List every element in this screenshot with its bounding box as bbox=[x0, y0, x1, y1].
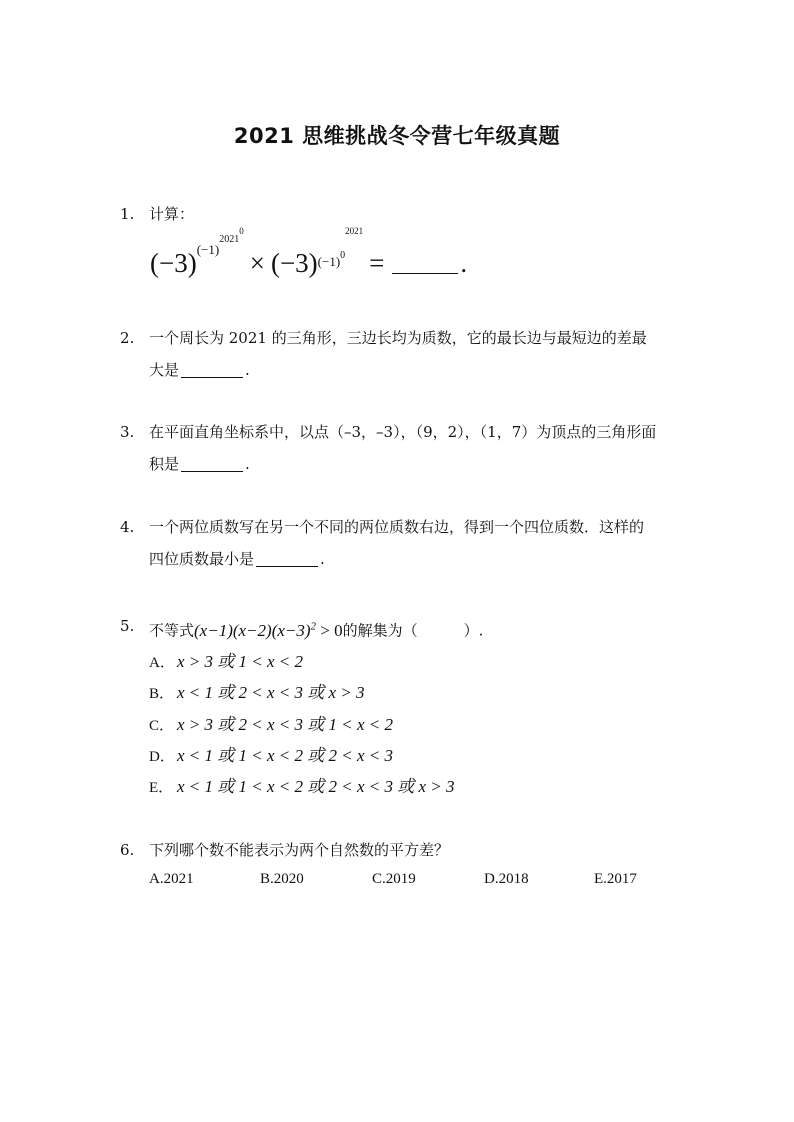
expr-end: . bbox=[460, 248, 468, 278]
option-e[interactable]: E.2017 bbox=[594, 871, 637, 887]
question-number: 6. bbox=[120, 841, 135, 859]
option-c[interactable]: C.2019 bbox=[372, 871, 416, 887]
q5-inequality: $(x-1)(x-2)(x-3)^2 > 0$ bbox=[194, 620, 343, 640]
question-number: 3. bbox=[120, 423, 135, 441]
question-1 bbox=[120, 198, 690, 230]
question-text: 下列哪个数不能表示为两个自然数的平方差？ bbox=[149, 841, 450, 859]
answer-blank-4[interactable] bbox=[256, 548, 318, 567]
q1-expression bbox=[150, 226, 468, 279]
question-number: 2. bbox=[120, 329, 135, 347]
answer-blank-3[interactable] bbox=[181, 453, 243, 472]
option-d[interactable]: D． x < 1 或 1 < x < 2 或 2 < x < 3 bbox=[149, 746, 393, 765]
question-text-line2: 大是 . bbox=[149, 361, 250, 379]
question-text-line1: 一个两位质数写在另一个不同的两位质数右边，得到一个四位质数．这样的 bbox=[149, 518, 645, 536]
equals-sign: = bbox=[369, 248, 385, 278]
question-text-line2: 积是 . bbox=[149, 455, 250, 473]
question-4 bbox=[120, 511, 690, 575]
question-5 bbox=[120, 610, 690, 647]
question-number: 4. bbox=[120, 518, 135, 536]
option-e[interactable]: E． x < 1 或 1 < x < 2 或 2 < x < 3 或 x > 3 bbox=[149, 777, 455, 796]
expr-exp-a-base: 2021 bbox=[219, 234, 240, 245]
expr-inner-a: (−1) bbox=[196, 242, 220, 257]
question-2 bbox=[120, 322, 690, 386]
question-text: 计算： bbox=[149, 205, 195, 223]
expr-base-a: (−3) bbox=[150, 248, 197, 278]
expr-exp-b-base: 0 bbox=[340, 250, 346, 261]
question-6 bbox=[120, 834, 690, 866]
question-text-line1: 一个周长为 2021 的三角形，三边长均为质数，它的最长边与最短边的差最 bbox=[149, 329, 647, 347]
option-b[interactable]: B.2020 bbox=[260, 871, 304, 887]
question-text-line2: 四位质数最小是 . bbox=[149, 550, 325, 568]
question-number: 5. bbox=[120, 617, 135, 635]
question-text-line1: 在平面直角坐标系中，以点（–3，–3），（9，2），（1，7）为顶点的三角形面 bbox=[149, 423, 657, 441]
option-d[interactable]: D.2018 bbox=[484, 871, 529, 887]
option-a[interactable]: A． x > 3 或 1 < x < 2 bbox=[149, 652, 304, 671]
expr-inner-b: (−1) bbox=[317, 254, 341, 269]
expr-exp-a-top: 0 bbox=[239, 226, 244, 236]
option-c[interactable]: C． x > 3 或 2 < x < 3 或 1 < x < 2 bbox=[149, 715, 393, 734]
question-3 bbox=[120, 416, 690, 480]
question-text: 不等式$(x-1)(x-2)(x-3)^2 > 0$的解集为（ ）. bbox=[149, 620, 484, 640]
times-sign: × bbox=[249, 248, 265, 278]
expr-base-b: (−3) bbox=[270, 248, 318, 278]
expr-exp-b-top: 2021 bbox=[345, 226, 364, 236]
answer-blank-1[interactable] bbox=[392, 249, 458, 274]
question-number: 1. bbox=[120, 205, 135, 223]
option-a[interactable]: A.2021 bbox=[149, 871, 194, 887]
page-title: 2021 思维挑战冬令营七年级真题 bbox=[233, 124, 561, 148]
option-b[interactable]: B． x < 1 或 2 < x < 3 或 x > 3 bbox=[149, 683, 365, 702]
answer-blank-2[interactable] bbox=[181, 359, 243, 378]
